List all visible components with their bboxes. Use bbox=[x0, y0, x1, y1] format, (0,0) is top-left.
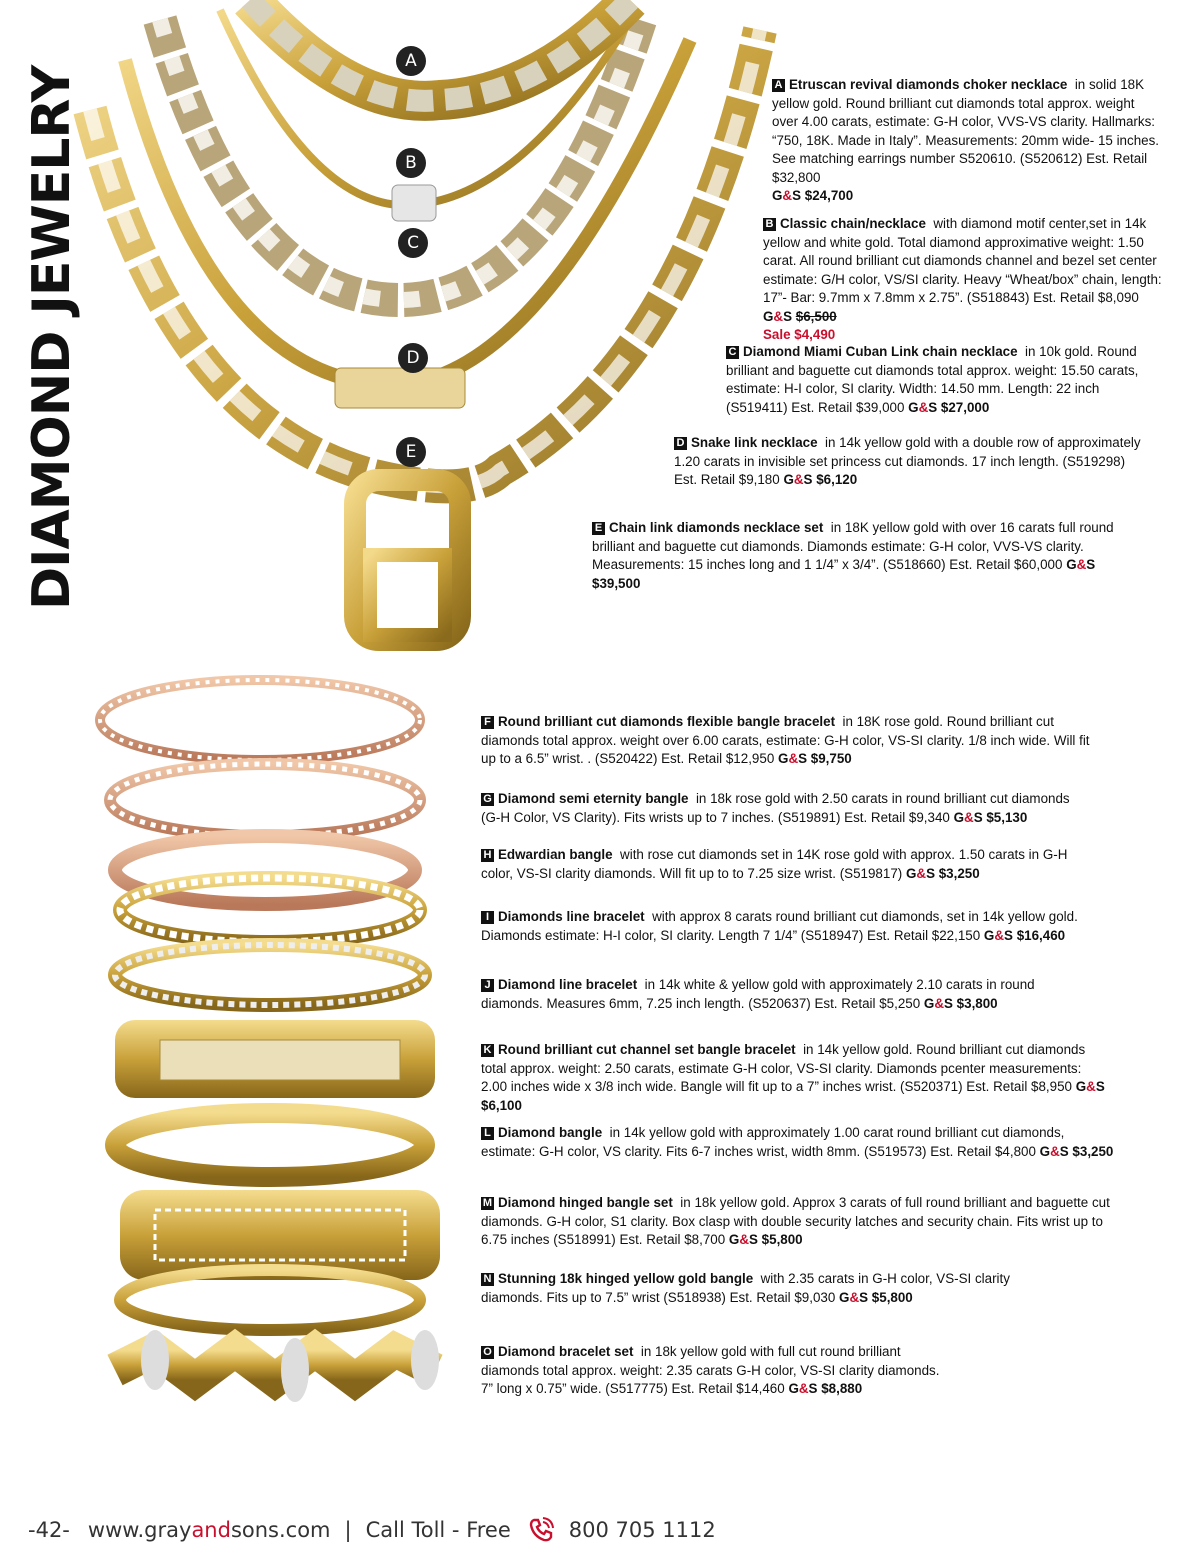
item-o bbox=[481, 1343, 951, 1399]
page-number: -42- bbox=[28, 1518, 70, 1542]
item-letter: L bbox=[481, 1127, 494, 1140]
section-title: DIAMOND JEWELRY bbox=[22, 65, 82, 610]
item-letter: I bbox=[481, 911, 494, 924]
ampersand: & bbox=[918, 399, 929, 415]
call-label: Call Toll - Free bbox=[365, 1518, 511, 1542]
phone-number[interactable]: 800 705 1112 bbox=[568, 1518, 716, 1542]
gs-price-value: $8,880 bbox=[821, 1381, 863, 1396]
item-desc: in 18k rose gold with 2.50 carats in round brilliant cut diamonds (G-H Color, VS Clarity). Fits wrists up to 7 inches. (S519891) Est. Retail $9,340 bbox=[481, 791, 1070, 825]
footer-separator: | bbox=[344, 1518, 352, 1542]
item-desc: in 18K rose gold. Round brilliant cut diamonds total approx. weight over 6.00 carats, estimate: G-H color, VS-SI clarity. 1/8 inch wide. Will fit up to a 6.5” wrist. . (S520422) Est. Retail $12,950 bbox=[481, 714, 1090, 766]
label-e-badge: E bbox=[396, 437, 426, 467]
item-f bbox=[481, 713, 1101, 769]
item-title: Etruscan revival diamonds choker necklace bbox=[789, 77, 1068, 92]
item-desc: in 14k yellow gold with approximately 1.00 carat round brilliant cut diamonds, estimate: G-H color, VS clarity. Fits 6-7 inches wrist, width 8mm. (S519573) Est. Retail $4,800 bbox=[481, 1125, 1065, 1159]
gs-price-value: $6,100 bbox=[481, 1097, 522, 1113]
item-letter: N bbox=[481, 1273, 494, 1286]
item-title: Classic chain/necklace bbox=[780, 216, 926, 231]
item-title: Diamonds line bracelet bbox=[498, 909, 645, 924]
item-title: Edwardian bangle bbox=[498, 847, 613, 862]
ampersand: & bbox=[964, 809, 974, 825]
gs-price-value: $5,800 bbox=[871, 1289, 913, 1305]
item-title: Snake link necklace bbox=[691, 435, 818, 450]
item-desc: in solid 18K yellow gold. Round brilliant cut diamonds total approx. weight over 4.00 carats, estimate: G-H color, VVS-VS clarity. Hallmarks: “750, 18K. Made in Italy”. Measurements: 20mm wide- 15 inches. See matching earrings number S520610. (S520612) Est. Retail $32,800 bbox=[772, 77, 1160, 185]
item-desc: in 18k yellow gold with full cut round brilliant diamonds total approx. weight: 2.35 carats G-H color, VS-SI clarity diamonds. 7” long x 0.75” wide. (S517775) Est. Retail $14,460 bbox=[481, 1344, 940, 1396]
gs-label: G&S bbox=[778, 751, 808, 766]
ampersand: & bbox=[849, 1289, 860, 1305]
gs-price-value: $9,750 bbox=[810, 751, 852, 766]
item-desc: in 18K yellow gold with over 16 carats full round brilliant and baguette cut diamonds. Diamonds estimate: G-H color, VVS-VS clarity. Measurements: 15 inches long and 1 1/4” x 3/4”. (S518660) Est. Retail $60,000 bbox=[592, 520, 1114, 572]
ampersand: & bbox=[773, 308, 784, 324]
item-letter: K bbox=[481, 1044, 494, 1057]
ampersand: & bbox=[782, 188, 793, 203]
item-letter: J bbox=[481, 979, 494, 992]
item-desc: in 14k yellow gold. Round brilliant cut diamonds total approx. weight: 2.50 carats, estimate G-H color, VS-SI clarity. Diamonds pcenter measurements: 2.00 inches wide x 3/8 inch wide. Bangle will fit up to a 7” inches wrist. (S520371) Est. Retail $8,950 bbox=[481, 1042, 1086, 1094]
gs-label: G&S bbox=[728, 1232, 758, 1247]
ampersand: & bbox=[1076, 557, 1087, 572]
ampersand: & bbox=[1050, 1143, 1060, 1159]
item-desc: with 2.35 carats in G-H color, VS-SI clarity diamonds. Fits up to 7.5” wrist (S518938) Est. Retail $9,030 bbox=[481, 1271, 1010, 1305]
gs-price-value: $6,120 bbox=[816, 472, 858, 487]
item-j bbox=[481, 976, 1051, 1013]
item-letter: D bbox=[674, 437, 687, 450]
item-d bbox=[674, 434, 1144, 490]
item-letter: O bbox=[481, 1346, 494, 1359]
ampersand: & bbox=[788, 751, 799, 766]
ampersand: & bbox=[793, 472, 804, 487]
gs-price-value: $27,000 bbox=[940, 399, 990, 415]
item-l bbox=[481, 1124, 1121, 1161]
item-g bbox=[481, 790, 1081, 827]
website-link[interactable] bbox=[88, 1518, 331, 1542]
item-m bbox=[481, 1194, 1121, 1250]
gs-label: G&S bbox=[1066, 557, 1096, 572]
item-title: Diamond bangle bbox=[498, 1125, 603, 1140]
item-a bbox=[772, 76, 1164, 206]
item-letter: A bbox=[772, 79, 785, 92]
item-e bbox=[592, 519, 1140, 593]
item-title: Diamond Miami Cuban Link chain necklace bbox=[743, 344, 1018, 359]
label-c-badge: C bbox=[398, 228, 428, 258]
item-title: Diamond line bracelet bbox=[498, 977, 638, 992]
label-b-badge: B bbox=[396, 148, 426, 178]
ampersand: & bbox=[739, 1232, 749, 1247]
item-desc: in 10k gold. Round brilliant and baguette cut diamonds total approx. weight: 15.50 carats, estimate: H-I color, SI clarity. Width: 14.50 mm. Length: 22 inch (S519411) Est. Retail $39,000 bbox=[726, 344, 1139, 415]
gs-label: G&S bbox=[839, 1289, 869, 1305]
gs-price-value: $3,800 bbox=[956, 995, 998, 1011]
item-desc: with diamond motif center,set in 14k yellow and white gold. Total diamond approximative weight: 1.50 carat. All round brilliant cut diamonds channel and bezel set center estimate: G/H color, VS/SI clarity. Heavy “Wheat/box” chain, length: 17”- Bar: 9.7mm x 7.8mm x 2.75”. (S518843) Est. Retail $8,090 bbox=[763, 216, 1162, 305]
item-title: Round brilliant cut channel set bangle bracelet bbox=[498, 1042, 796, 1057]
item-letter: M bbox=[482, 1197, 493, 1209]
ampersand: & bbox=[994, 927, 1005, 943]
gs-label: G&S bbox=[908, 399, 938, 415]
item-letter: F bbox=[481, 716, 494, 729]
item-h bbox=[481, 846, 1071, 883]
gs-price-value: $5,800 bbox=[761, 1232, 803, 1247]
gs-label: G&S bbox=[783, 472, 813, 487]
gs-price-value: $24,700 bbox=[804, 188, 854, 203]
label-d-badge: D bbox=[398, 343, 428, 373]
gs-label: G&S bbox=[763, 308, 793, 324]
item-title: Stunning 18k hinged yellow gold bangle bbox=[498, 1271, 754, 1286]
gs-price bbox=[772, 188, 853, 203]
item-title: Diamond semi eternity bangle bbox=[498, 791, 689, 806]
item-letter: G bbox=[481, 793, 494, 806]
sale-price: Sale $4,490 bbox=[763, 327, 836, 342]
website-and: and bbox=[191, 1518, 231, 1542]
ampersand: & bbox=[934, 995, 944, 1011]
item-k bbox=[481, 1041, 1111, 1115]
gs-label: G&S bbox=[953, 809, 983, 825]
item-desc: in 14k white & yellow gold with approximately 2.10 carats in round diamonds. Measures 6mm, 7.25 inch length. (S520637) Est. Retail $5,250 bbox=[481, 977, 1035, 1011]
item-letter: C bbox=[726, 346, 739, 359]
website-prefix: www.gray bbox=[87, 1518, 192, 1542]
gs-label: G&S bbox=[905, 865, 935, 881]
item-letter: B bbox=[763, 218, 776, 231]
item-letter: E bbox=[592, 522, 605, 535]
ampersand: & bbox=[1086, 1079, 1096, 1094]
gs-price-value: $39,500 bbox=[592, 575, 641, 591]
gs-label: G&S bbox=[1039, 1143, 1069, 1159]
gs-price-value-strikethrough: $6,500 bbox=[795, 308, 837, 324]
item-c bbox=[726, 343, 1152, 417]
gs-label: G&S bbox=[1075, 1079, 1105, 1094]
item-letter: H bbox=[481, 849, 494, 862]
gs-label: G&S bbox=[923, 995, 953, 1011]
gs-label: G&S bbox=[788, 1381, 818, 1396]
gs-price-value: $3,250 bbox=[938, 865, 980, 881]
ampersand: & bbox=[798, 1381, 809, 1396]
item-title: Diamond bracelet set bbox=[498, 1344, 634, 1359]
item-desc: in 14k yellow gold with a double row of approximately 1.20 carats in invisible set princess cut diamonds. 17 inch length. (S519298) Est. Retail $9,180 bbox=[674, 435, 1141, 487]
item-desc: in 18k yellow gold. Approx 3 carats of full round brilliant and baguette cut diamonds. G-H color, S1 clarity. Box clasp with double security latches and security chain. Fits wrist up to 6.75 inches (S518991) Est. Retail $8,700 bbox=[481, 1195, 1110, 1247]
item-title: Round brilliant cut diamonds flexible bangle bracelet bbox=[498, 714, 836, 729]
page-footer bbox=[28, 1512, 716, 1548]
gs-label: G&S bbox=[772, 188, 802, 203]
website-suffix: sons.com bbox=[230, 1518, 331, 1542]
ampersand: & bbox=[916, 865, 927, 881]
gs-label: G&S bbox=[983, 927, 1013, 943]
bracelets-photo bbox=[45, 670, 465, 1440]
item-n bbox=[481, 1270, 1041, 1307]
item-b bbox=[763, 215, 1171, 345]
item-i bbox=[481, 908, 1091, 945]
label-a-badge: A bbox=[396, 46, 426, 76]
item-desc: with rose cut diamonds set in 14K rose gold with approx. 1.50 carats in G-H color, VS-SI clarity diamonds. Will fit up to to 7.25 size wrist. (S519817) bbox=[481, 847, 1068, 881]
phone-icon bbox=[527, 1516, 555, 1544]
item-title: Chain link diamonds necklace set bbox=[609, 520, 824, 535]
gs-price-value: $5,130 bbox=[986, 809, 1028, 825]
gs-price-value: $16,460 bbox=[1016, 927, 1066, 943]
gs-price-value: $3,250 bbox=[1072, 1143, 1114, 1159]
item-desc: with approx 8 carats round brilliant cut diamonds, set in 14k yellow gold. Diamonds estimate: H-I color, SI clarity. Length 7 1/4” (S518947) Est. Retail $22,150 bbox=[481, 909, 1078, 943]
item-title: Diamond hinged bangle set bbox=[498, 1195, 673, 1210]
